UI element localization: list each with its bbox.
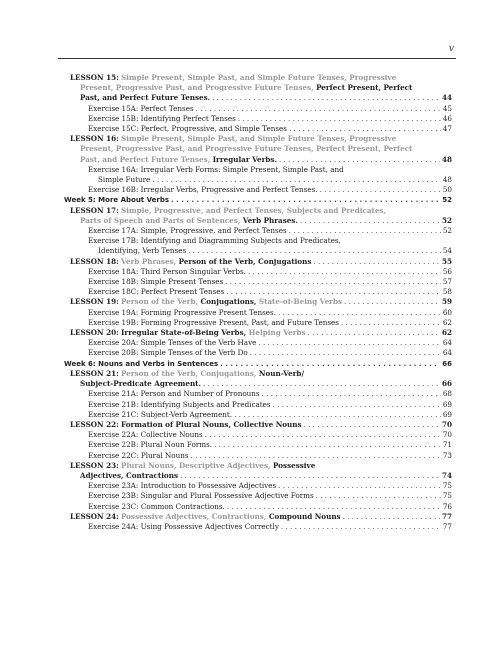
leader-dots bbox=[258, 338, 440, 348]
lesson-topic: Noun-Verb/ bbox=[258, 368, 305, 378]
toc-line bbox=[88, 410, 452, 420]
lesson-topic: Present, Progressive Past, and Progressive Future Tenses, bbox=[80, 83, 317, 93]
toc-line bbox=[70, 297, 452, 307]
toc-line bbox=[88, 104, 452, 114]
lesson-topic: Irregular Verbs. bbox=[212, 154, 277, 164]
toc-line bbox=[88, 246, 452, 256]
leader-dots bbox=[205, 430, 441, 440]
toc-line bbox=[70, 257, 452, 267]
toc-line bbox=[88, 440, 452, 450]
toc-line bbox=[88, 502, 452, 512]
toc-line bbox=[88, 338, 452, 348]
leader-dots bbox=[289, 124, 441, 134]
toc-exercise-entry bbox=[64, 348, 452, 358]
leader-dots bbox=[304, 420, 440, 430]
lesson-topic: Formation of Plural Nouns, Collective Nouns bbox=[121, 419, 302, 429]
toc-exercise-entry bbox=[64, 440, 452, 450]
leader-dots bbox=[308, 328, 440, 338]
page-ref: 75 bbox=[442, 491, 452, 501]
page-ref: 56 bbox=[442, 266, 452, 276]
lesson-title bbox=[80, 471, 178, 481]
toc-line bbox=[88, 226, 452, 236]
toc-line bbox=[88, 287, 452, 297]
exercise-title: Exercise 19B: Forming Progressive Present, Past, and Future Tenses bbox=[88, 317, 339, 327]
page-ref: 47 bbox=[442, 124, 452, 134]
toc-line bbox=[88, 481, 452, 491]
lesson-title bbox=[70, 206, 386, 215]
toc-exercise-entry bbox=[64, 400, 452, 410]
page-ref: 70 bbox=[442, 430, 452, 440]
toc-line bbox=[88, 124, 452, 134]
toc-lesson-entry bbox=[64, 297, 452, 307]
lesson-topic: Helping Verbs bbox=[248, 328, 306, 338]
leader-dots bbox=[343, 512, 440, 522]
toc-line bbox=[88, 430, 452, 440]
toc-exercise-entry bbox=[64, 226, 452, 236]
toc-exercise-entry bbox=[64, 410, 452, 420]
page-ref: 52 bbox=[442, 226, 452, 236]
leader-dots bbox=[278, 308, 441, 318]
table-of-contents bbox=[64, 73, 452, 532]
toc-line bbox=[88, 318, 452, 328]
toc-week-entry bbox=[64, 195, 452, 205]
toc-exercise-entry bbox=[64, 451, 452, 461]
leader-dots bbox=[212, 93, 440, 103]
leader-dots bbox=[180, 471, 440, 481]
toc-exercise-entry bbox=[64, 277, 452, 287]
leader-dots bbox=[273, 400, 441, 410]
lesson-title bbox=[70, 297, 342, 307]
page-ref: 77 bbox=[441, 511, 452, 521]
lesson-label: LESSON 17: bbox=[70, 205, 119, 215]
page-ref: 59 bbox=[441, 297, 452, 307]
page-ref: 76 bbox=[442, 501, 452, 511]
leader-dots bbox=[152, 175, 441, 185]
lesson-topic: Adjectives, Contractions bbox=[80, 470, 178, 480]
toc-line bbox=[70, 471, 452, 481]
exercise-title: Exercise 17B: Identifying and Diagramming Subjects and Predicates, bbox=[88, 236, 341, 246]
lesson-label: LESSON 16: bbox=[70, 134, 119, 144]
page-ref: 70 bbox=[441, 419, 452, 429]
page-ref: 62 bbox=[442, 317, 452, 327]
exercise-title: Exercise 21A: Person and Number of Pronouns bbox=[88, 389, 260, 399]
lesson-title bbox=[80, 379, 201, 389]
toc-lesson-entry bbox=[64, 206, 452, 226]
lesson-title bbox=[80, 83, 412, 92]
exercise-title: Exercise 17A: Simple, Progressive, and Perfect Tenses bbox=[88, 226, 287, 236]
lesson-topic: Plural Nouns, Descriptive Adjectives, bbox=[121, 460, 274, 470]
toc-line bbox=[88, 348, 452, 358]
toc-lesson-entry bbox=[64, 257, 452, 267]
toc-exercise-entry bbox=[64, 308, 452, 318]
leader-dots bbox=[313, 257, 440, 267]
exercise-title: Exercise 22A: Collective Nouns bbox=[88, 430, 203, 440]
page-ref: 62 bbox=[441, 328, 452, 338]
exercise-title: Exercise 24A: Using Possessive Adjectives Correctly bbox=[88, 521, 279, 531]
page-ref: 57 bbox=[442, 277, 452, 287]
toc-line bbox=[88, 491, 452, 501]
lesson-title bbox=[70, 420, 302, 430]
toc-exercise-entry bbox=[64, 502, 452, 512]
page-ref: 52 bbox=[441, 215, 452, 225]
toc-line bbox=[70, 144, 452, 154]
lesson-topic: Present, Progressive Past, and Progressive Future Tenses, Perfect Present, Perfect bbox=[80, 144, 413, 154]
lesson-title bbox=[70, 369, 304, 378]
toc-lesson-entry bbox=[64, 73, 452, 104]
lesson-topic: Verb Phrases. bbox=[242, 215, 298, 225]
exercise-title: Exercise 21B: Identifying Subjects and Predicates bbox=[88, 399, 271, 409]
lesson-topic: Perfect Present, Perfect bbox=[316, 83, 413, 93]
lesson-title bbox=[80, 144, 412, 153]
exercise-title: Exercise 20A: Simple Tenses of the Verb Have bbox=[88, 338, 257, 348]
page-ref: 50 bbox=[442, 185, 452, 195]
page-ref: 52 bbox=[442, 196, 452, 205]
leader-dots bbox=[203, 379, 440, 389]
lesson-topic: Subject-Predicate Agreement. bbox=[80, 379, 202, 389]
toc-line bbox=[64, 359, 452, 369]
lesson-title bbox=[70, 461, 315, 470]
page-ref: 46 bbox=[442, 113, 452, 123]
exercise-title: Exercise 23B: Singular and Plural Possessive Adjective Forms bbox=[88, 491, 314, 501]
toc-line bbox=[70, 512, 452, 522]
lesson-title bbox=[80, 216, 298, 226]
lesson-title bbox=[70, 134, 396, 143]
toc-line bbox=[70, 155, 452, 165]
lesson-topic: State-of-Being Verbs bbox=[258, 297, 343, 307]
lesson-label: LESSON 23: bbox=[70, 460, 119, 470]
page-ref: 60 bbox=[442, 307, 452, 317]
toc-week-entry bbox=[64, 359, 452, 369]
lesson-title bbox=[70, 257, 311, 267]
leader-dots bbox=[316, 491, 441, 501]
lesson-topic: Conjugations, bbox=[200, 297, 259, 307]
toc-line bbox=[88, 114, 452, 124]
exercise-title: Exercise 18B: Simple Present Tenses bbox=[88, 277, 224, 287]
leader-dots bbox=[341, 318, 441, 328]
leader-dots bbox=[225, 277, 441, 287]
lesson-topic: Person of the Verb, bbox=[121, 297, 201, 307]
toc-exercise-entry bbox=[64, 124, 452, 134]
lesson-label: LESSON 19: bbox=[70, 297, 119, 307]
page-ref: 64 bbox=[442, 348, 452, 358]
page-ref: 69 bbox=[442, 399, 452, 409]
lesson-label: LESSON 15: bbox=[70, 73, 119, 82]
toc-line bbox=[88, 308, 452, 318]
page-ref: 69 bbox=[442, 409, 452, 419]
toc-line bbox=[70, 420, 452, 430]
toc-lesson-entry bbox=[64, 420, 452, 430]
toc-line bbox=[70, 73, 452, 83]
toc-exercise-entry bbox=[64, 165, 452, 185]
leader-dots bbox=[279, 155, 440, 165]
lesson-title bbox=[80, 155, 277, 165]
exercise-title: Exercise 18C: Perfect Present Tenses bbox=[88, 287, 225, 297]
toc-line bbox=[70, 134, 452, 144]
leader-dots bbox=[234, 410, 441, 420]
exercise-title: Exercise 16A: Irregular Verb Forms: Simple Present, Simple Past, and bbox=[88, 164, 344, 174]
leader-dots bbox=[196, 104, 441, 114]
toc-exercise-entry bbox=[64, 267, 452, 277]
exercise-title: Exercise 21C: Subject-Verb Agreement. bbox=[88, 409, 233, 419]
toc-line bbox=[70, 461, 452, 471]
toc-line bbox=[88, 389, 452, 399]
page-ref: 74 bbox=[441, 470, 452, 480]
leader-dots bbox=[238, 114, 441, 124]
toc-line bbox=[88, 185, 452, 195]
page-ref: 58 bbox=[442, 287, 452, 297]
toc-exercise-entry bbox=[64, 318, 452, 328]
exercise-title: Exercise 20B: Simple Tenses of the Verb Do bbox=[88, 348, 248, 358]
lesson-topic: Possessive Adjectives, Contractions, bbox=[121, 511, 269, 521]
exercise-title: Exercise 23C: Common Contractions. bbox=[88, 501, 225, 511]
toc-exercise-entry bbox=[64, 185, 452, 195]
exercise-title: Exercise 22C: Plural Nouns bbox=[88, 450, 189, 460]
exercise-title: Exercise 19A: Forming Progressive Present Tenses. bbox=[88, 307, 277, 317]
toc-line bbox=[70, 216, 452, 226]
page-ref: 75 bbox=[442, 481, 452, 491]
toc-line bbox=[88, 277, 452, 287]
exercise-title: Exercise 18A: Third Person Singular Verbs. bbox=[88, 266, 246, 276]
header-rule bbox=[58, 58, 456, 59]
leader-dots bbox=[171, 195, 440, 205]
toc-line bbox=[70, 83, 452, 93]
toc-line bbox=[64, 195, 452, 205]
lesson-topic: Compound Nouns bbox=[268, 511, 341, 521]
toc-line bbox=[70, 379, 452, 389]
leader-dots bbox=[344, 297, 440, 307]
toc-line bbox=[88, 400, 452, 410]
toc-line bbox=[88, 451, 452, 461]
lesson-topic: Person of the Verb, Conjugations, bbox=[121, 368, 259, 378]
lesson-label: LESSON 21: bbox=[70, 368, 119, 378]
toc-exercise-entry bbox=[64, 389, 452, 399]
toc-lesson-entry bbox=[64, 328, 452, 338]
exercise-title: Exercise 22B: Plural Noun Forms. bbox=[88, 440, 213, 450]
week-title: Week 5: More About Verbs bbox=[64, 196, 169, 205]
page-ref: 71 bbox=[442, 440, 452, 450]
page-ref: 48 bbox=[441, 154, 452, 164]
toc-lesson-entry bbox=[64, 461, 452, 481]
lesson-label: LESSON 22: bbox=[70, 419, 119, 429]
lesson-title bbox=[70, 73, 396, 82]
lesson-title bbox=[80, 93, 210, 103]
toc-exercise-entry bbox=[64, 491, 452, 501]
lesson-label: LESSON 20: bbox=[70, 328, 119, 338]
lesson-topic: Simple, Progressive, and Perfect Tenses, Subjects and Predicates, bbox=[121, 205, 386, 215]
lesson-topic: Parts of Speech and Parts of Sentences, bbox=[80, 215, 243, 225]
page-ref: 45 bbox=[442, 103, 452, 113]
leader-dots bbox=[188, 246, 441, 256]
toc-exercise-entry bbox=[64, 338, 452, 348]
page-ref: 66 bbox=[441, 379, 452, 389]
exercise-title: Exercise 15C: Perfect, Progressive, and Simple Tenses bbox=[88, 124, 287, 134]
leader-dots bbox=[214, 440, 441, 450]
page-ref: 44 bbox=[441, 93, 452, 103]
exercise-title: Exercise 15A: Perfect Tenses bbox=[88, 103, 194, 113]
toc-exercise-entry bbox=[64, 114, 452, 124]
exercise-title: Identifying, Verb Tenses bbox=[98, 246, 187, 256]
toc-line bbox=[88, 175, 452, 185]
leader-dots bbox=[300, 216, 440, 226]
toc-exercise-entry bbox=[64, 481, 452, 491]
week-title: Week 6: Nouns and Verbs in Sentences bbox=[64, 359, 219, 368]
toc-line bbox=[88, 267, 452, 277]
lesson-topic: Verb Phrases, bbox=[121, 256, 179, 266]
lesson-topic: Possessive bbox=[273, 460, 316, 470]
leader-dots bbox=[220, 359, 440, 369]
toc-line bbox=[70, 93, 452, 103]
leader-dots bbox=[262, 389, 441, 399]
leader-dots bbox=[226, 287, 441, 297]
lesson-topic: Simple Present, Simple Past, and Simple Future Tenses, Progressive bbox=[121, 134, 397, 144]
toc-lesson-entry bbox=[64, 512, 452, 522]
toc-lesson-entry bbox=[64, 369, 452, 389]
leader-dots bbox=[248, 267, 441, 277]
lesson-topic: Past, and Perfect Future Tenses, bbox=[80, 154, 213, 164]
leader-dots bbox=[320, 185, 441, 195]
exercise-title: Exercise 15B: Identifying Perfect Tenses bbox=[88, 113, 236, 123]
page-ref: 77 bbox=[442, 521, 452, 531]
lesson-title bbox=[70, 328, 306, 338]
toc-line bbox=[70, 206, 452, 216]
leader-dots bbox=[227, 502, 441, 512]
lesson-topic: Simple Present, Simple Past, and Simple Future Tenses, Progressive bbox=[121, 73, 397, 82]
toc-exercise-entry bbox=[64, 430, 452, 440]
page-ref: 64 bbox=[442, 338, 452, 348]
page-ref: 68 bbox=[442, 389, 452, 399]
toc-exercise-entry bbox=[64, 287, 452, 297]
toc-line bbox=[88, 522, 452, 532]
toc-line bbox=[70, 369, 452, 379]
leader-dots bbox=[281, 522, 441, 532]
page-ref: 54 bbox=[442, 246, 452, 256]
toc-line bbox=[70, 328, 452, 338]
toc-exercise-entry bbox=[64, 104, 452, 114]
lesson-topic: Irregular State-of-Being Verbs, bbox=[121, 328, 249, 338]
exercise-title: Exercise 23A: Introduction to Possessive Adjectives bbox=[88, 481, 277, 491]
page-ref: 73 bbox=[442, 450, 452, 460]
leader-dots bbox=[191, 451, 441, 461]
leader-dots bbox=[250, 348, 441, 358]
lesson-topic: Past, and Perfect Future Tenses. bbox=[80, 93, 211, 103]
lesson-title bbox=[70, 512, 341, 522]
lesson-topic: Person of the Verb, Conjugations bbox=[178, 256, 312, 266]
exercise-title: Exercise 16B: Irregular Verbs, Progressive and Perfect Tenses. bbox=[88, 185, 318, 195]
toc-exercise-entry bbox=[64, 522, 452, 532]
page-ref: 66 bbox=[442, 359, 452, 368]
leader-dots bbox=[278, 481, 441, 491]
lesson-label: LESSON 18: bbox=[70, 256, 119, 266]
exercise-title: Simple Future bbox=[98, 175, 151, 185]
page-number: v bbox=[448, 44, 454, 54]
page-ref: 48 bbox=[442, 175, 452, 185]
page-ref: 55 bbox=[441, 256, 452, 266]
lesson-label: LESSON 24: bbox=[70, 511, 119, 521]
leader-dots bbox=[289, 226, 441, 236]
toc-exercise-entry bbox=[64, 236, 452, 256]
toc-lesson-entry bbox=[64, 134, 452, 165]
